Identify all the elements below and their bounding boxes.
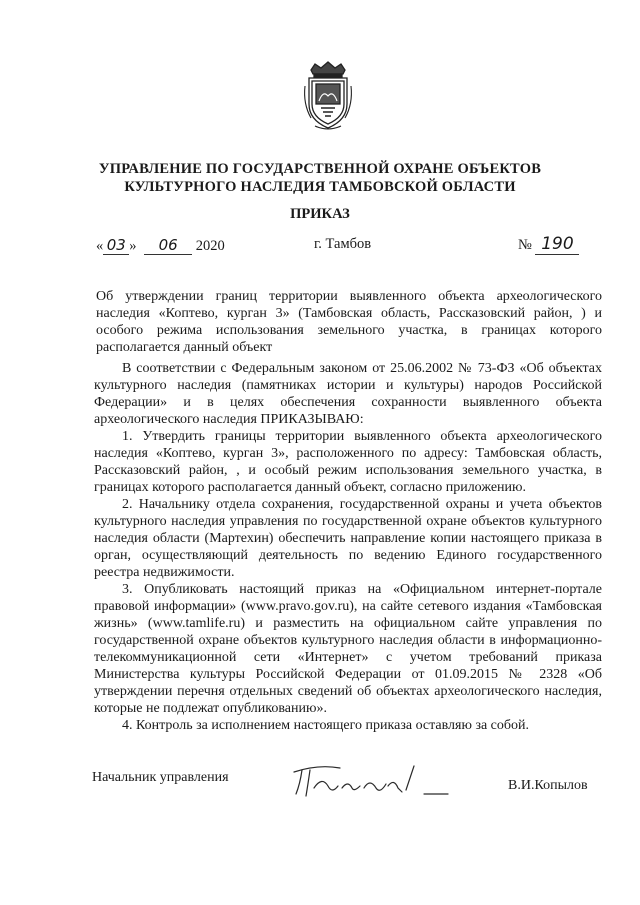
- paragraph-3: 3. Опубликовать настоящий приказ на «Официальном интернет-портале правовой информации» (www.pravo.gov.ru), на сайте сетевого издания «Тамбовская жизнь» (www.tamlife.ru) и разместить на официальном сайте управления по государственной охране объектов культурного наследия области в информационно-телекоммуникационной сети «Интернет» с учетом требований приказа Министерства культуры Российской Федерации от 01.09.2015 № 2328 «Об утверждении перечня отдельных сведений об объектах археологического наследия, которые не подлежат опубликованию».: [94, 582, 602, 716]
- document-type: ПРИКАЗ: [290, 206, 350, 222]
- paragraph-4: 4. Контроль за исполнением настоящего приказа оставляю за собой.: [122, 718, 530, 733]
- paragraph-2: 2. Начальнику отдела сохранения, государственной охраны и учета объектов культурного наследия управления по государственной охране объектов культурного наследия области (Мартехин) обеспечить направление копии настоящего приказа в орган, осуществляющий деятельность по ведению Единого государственного реестра недвижимости.: [94, 497, 602, 580]
- signatory-title: Начальник управления: [92, 770, 229, 785]
- order-city: г. Тамбов: [314, 236, 372, 252]
- order-number-value: 190: [535, 234, 579, 255]
- order-number: [518, 234, 579, 255]
- order-body: [94, 360, 602, 734]
- order-day: 03: [103, 236, 129, 255]
- tambov-coat-of-arms-icon: [301, 60, 355, 132]
- handwritten-signature: [288, 758, 458, 800]
- quote-open: «: [96, 238, 104, 254]
- organization-name: [0, 160, 640, 196]
- paragraph-preamble: В соответствии с Федеральным законом от 25.06.2002 № 73-ФЗ «Об объектах культурного наследия (памятниках истории и культуры) народов Российской Федерации» и в целях обеспечения сохранности выявленного объекта археологического наследия ПРИКАЗЫВАЮ:: [94, 361, 602, 427]
- order-subject: Об утверждении границ территории выявленного объекта археологического наследия «Коптево, курган 3» (Тамбовская область, Рассказовский район, ) и особого режима использования земельного участка, в границах которого располагается данный объект: [96, 289, 602, 355]
- quote-close: »: [129, 238, 137, 254]
- order-date: [96, 236, 225, 255]
- order-month: 06: [144, 236, 192, 255]
- org-line-1: УПРАВЛЕНИЕ ПО ГОСУДАРСТВЕННОЙ ОХРАНЕ ОБЪЕКТОВ: [98, 161, 542, 177]
- paragraph-1: 1. Утвердить границы территории выявленного объекта археологического наследия «Коптево, курган 3», расположенного по адресу: Тамбовская область, Рассказовский район, , и особый режим использования земельного участка, в границах которого располагается данный объект, согласно приложению.: [94, 429, 602, 495]
- number-sign: №: [518, 237, 532, 253]
- org-line-2: КУЛЬТУРНОГО НАСЛЕДИЯ ТАМБОВСКОЙ ОБЛАСТИ: [124, 179, 516, 195]
- signatory-name: В.И.Копылов: [508, 778, 588, 793]
- order-year: 2020: [195, 238, 225, 254]
